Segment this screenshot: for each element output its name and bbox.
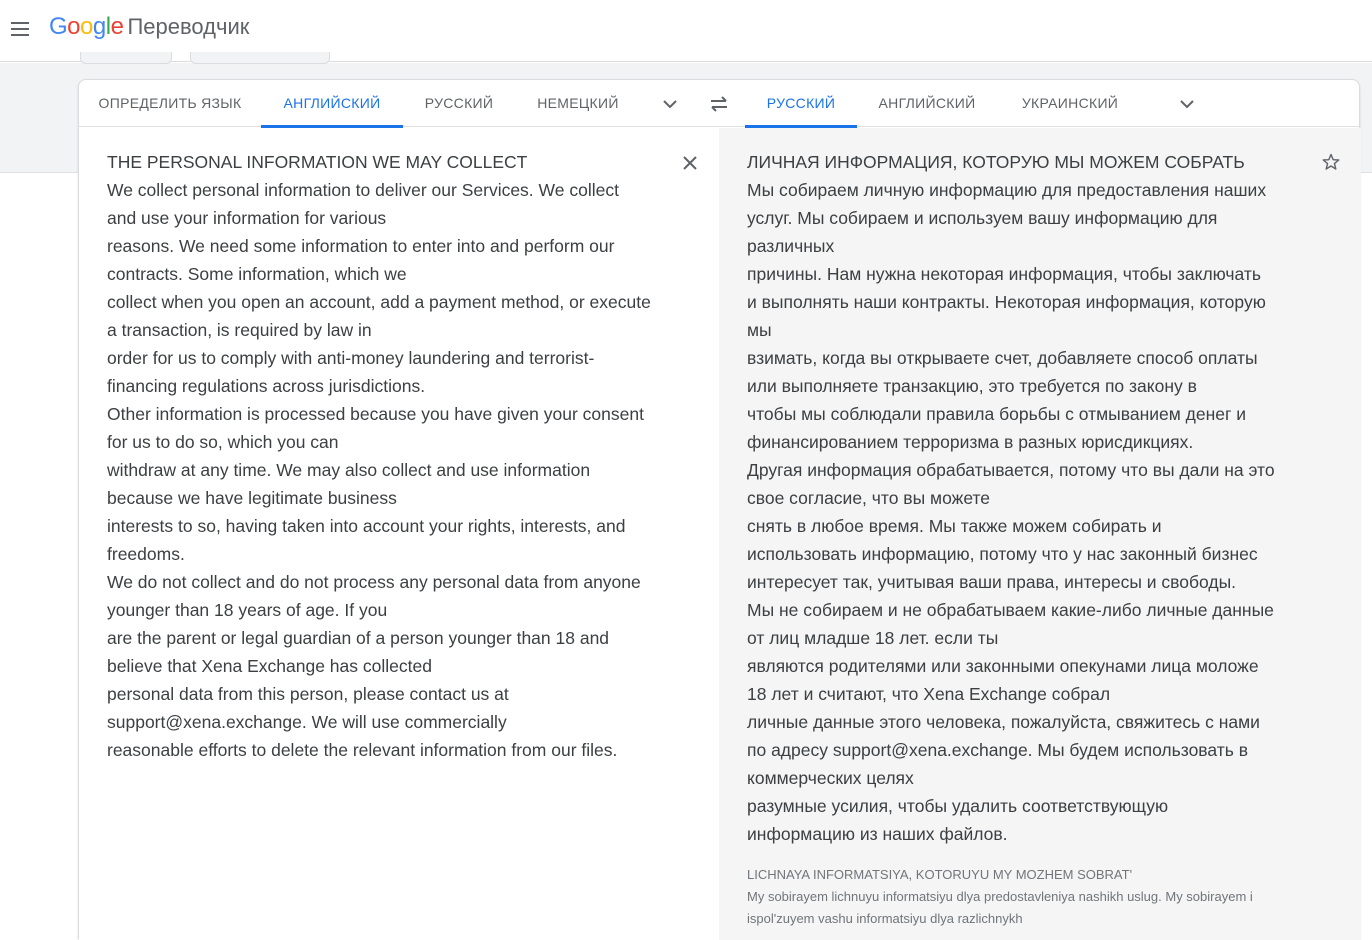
translation-text-line: и выполнять наши контракты. Некоторая информация, которую <box>747 292 1266 312</box>
translation-text-line: 18 лет и считают, что Xena Exchange собрал <box>747 684 1111 704</box>
source-text-line: We collect personal information to deliver our Services. We collect <box>107 180 619 200</box>
source-text-line: support@xena.exchange. We will use commercially <box>107 712 507 732</box>
source-text-line: freedoms. <box>107 544 185 564</box>
translation-text-line: коммерческих целях <box>747 768 914 788</box>
transliteration-text <box>747 864 1307 930</box>
source-text-line: Other information is processed because you have given your consent <box>107 404 644 424</box>
target-tab-russian[interactable]: РУССКИЙ <box>745 80 857 127</box>
transliteration-line: LICHNAYA INFORMATSIYA, KOTORUYU MY MOZHEM SOBRAT' <box>747 867 1133 882</box>
product-name: Переводчик <box>127 14 250 39</box>
google-translate-logo[interactable] <box>49 13 249 47</box>
source-text-line: interests to so, having taken into account your rights, interests, and <box>107 516 626 536</box>
translation-text-line: причины. Нам нужна некоторая информация, чтобы заключать <box>747 264 1261 284</box>
translation-text-line: услуг. Мы собираем и используем вашу информацию для <box>747 208 1218 228</box>
transliteration-line: My sobirayem lichnuyu informatsiyu dlya predostavleniya nashikh uslug. My sobirayem i <box>747 889 1253 904</box>
swap-languages-button[interactable] <box>705 91 733 117</box>
source-text-line: withdraw at any time. We may also collect and use information <box>107 460 591 480</box>
source-text-line: reasonable efforts to delete the relevant information from our files. <box>107 740 618 760</box>
mode-chip-text[interactable] <box>80 52 172 64</box>
source-text-line: are the parent or legal guardian of a person younger than 18 and <box>107 628 610 648</box>
logo-letter: l <box>105 13 111 40</box>
source-text-line: We do not collect and do not process any personal data from anyone <box>107 572 641 592</box>
transliteration-line: ispol'zuyem vashu informatsiyu dlya razlichnykh <box>747 911 1023 926</box>
translation-text-line: свое согласие, что вы можете <box>747 488 991 508</box>
logo-letter: o <box>80 13 93 40</box>
logo-letter: g <box>92 13 106 40</box>
translation-text-line: Мы собираем личную информацию для предоставления наших <box>747 180 1267 200</box>
source-text-line: and use your information for various <box>107 208 387 228</box>
source-text-line: personal data from this person, please contact us at <box>107 684 509 704</box>
source-text-line: a transaction, is required by law in <box>107 320 372 340</box>
translation-text-line: мы <box>747 320 772 340</box>
target-tab-english[interactable]: АНГЛИЙСКИЙ <box>878 95 976 111</box>
translation-output-area <box>719 128 1361 940</box>
translation-text-line: финансированием терроризма в разных юрисдикциях. <box>747 432 1194 452</box>
clear-source-button[interactable] <box>677 150 703 176</box>
more-source-languages-button[interactable] <box>657 91 683 117</box>
target-tab-ukrainian[interactable]: УКРАИНСКИЙ <box>1021 95 1119 111</box>
mode-chip-documents[interactable] <box>190 52 330 64</box>
translation-text-line: интересует так, учитывая ваши права, интересы и свободы. <box>747 572 1237 592</box>
save-translation-button[interactable] <box>1317 148 1345 176</box>
chevron-down-icon <box>662 99 678 109</box>
close-icon <box>682 155 698 171</box>
source-text-line: because we have legitimate business <box>107 488 397 508</box>
source-text-line: contracts. Some information, which we <box>107 264 407 284</box>
logo-letter: G <box>49 13 68 40</box>
source-text[interactable] <box>107 148 667 764</box>
source-tab-detect-language[interactable]: ОПРЕДЕЛИТЬ ЯЗЫК <box>98 95 242 111</box>
source-text-line: financing regulations across jurisdictions. <box>107 376 426 396</box>
translation-text-line: информацию из наших файлов. <box>747 824 1008 844</box>
translation-text-line: личные данные этого человека, пожалуйста, свяжитесь с нами <box>747 712 1260 732</box>
translation-text-line: Другая информация обрабатывается, потому что вы дали на это <box>747 460 1275 480</box>
source-text-line: THE PERSONAL INFORMATION WE MAY COLLECT <box>107 152 528 172</box>
translation-text-line: снять в любое время. Мы также можем собирать и <box>747 516 1162 536</box>
translation-card <box>78 79 1360 939</box>
hamburger-menu-icon[interactable] <box>9 17 33 41</box>
language-bar <box>79 80 1361 127</box>
translation-text-line: разумные усилия, чтобы удалить соответствующую <box>747 796 1169 816</box>
swap-languages-icon <box>708 95 730 113</box>
translation-text-line: взимать, когда вы открываете счет, добавляете способ оплаты <box>747 348 1258 368</box>
translation-text-line: по адресу support@xena.exchange. Мы будем использовать в <box>747 740 1249 760</box>
translation-text <box>747 148 1307 848</box>
logo-letter: o <box>67 13 81 40</box>
star-icon <box>1321 152 1341 172</box>
translation-text-line: являются родителями или законными опекунами лица моложе <box>747 656 1259 676</box>
translation-text-line: ЛИЧНАЯ ИНФОРМАЦИЯ, КОТОРУЮ МЫ МОЖЕМ СОБРАТЬ <box>747 152 1245 172</box>
logo-letter: e <box>110 13 124 40</box>
source-tab-german[interactable]: НЕМЕЦКИЙ <box>537 95 619 111</box>
source-text-line: reasons. We need some information to enter into and perform our <box>107 236 615 256</box>
translation-text-line: использовать информацию, потому что у нас законный бизнес <box>747 544 1258 564</box>
source-text-line: order for us to comply with anti-money laundering and terrorist- <box>107 348 595 368</box>
more-target-languages-button[interactable] <box>1174 91 1200 117</box>
chevron-down-icon <box>1179 99 1195 109</box>
translation-text-line: Мы не собираем и не обрабатываем какие-либо личные данные <box>747 600 1274 620</box>
source-text-line: for us to do so, which you can <box>107 432 339 452</box>
source-text-line: believe that Xena Exchange has collected <box>107 656 432 676</box>
translation-text-line: различных <box>747 236 835 256</box>
source-tab-russian[interactable]: РУССКИЙ <box>424 95 494 111</box>
source-tab-english[interactable]: АНГЛИЙСКИЙ <box>261 80 403 127</box>
translation-text-line: от лиц младше 18 лет. если ты <box>747 628 999 648</box>
google-logo-wordmark <box>49 13 123 41</box>
source-text-area[interactable] <box>79 128 719 940</box>
translation-text-line: или выполняете транзакцию, это требуется по закону в <box>747 376 1197 396</box>
source-text-line: collect when you open an account, add a payment method, or execute <box>107 292 651 312</box>
translation-text-line: чтобы мы соблюдали правила борьбы с отмыванием денег и <box>747 404 1246 424</box>
source-text-line: younger than 18 years of age. If you <box>107 600 388 620</box>
